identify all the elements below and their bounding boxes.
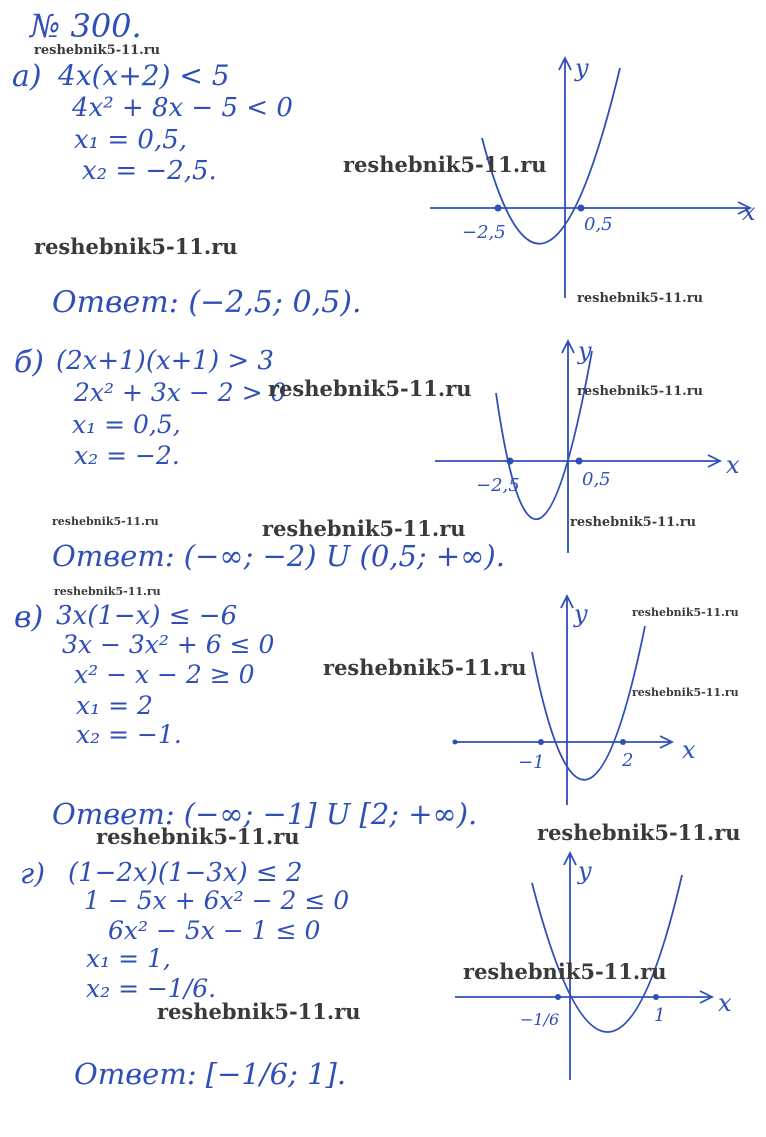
part-c-line-4: x₁ = 2 (76, 691, 153, 720)
graph-b-x-label: x (726, 451, 740, 479)
graph-b-root-left (507, 458, 514, 465)
watermark: reshebnik5-11.ru (577, 291, 704, 306)
part-a-label: а) (12, 59, 42, 94)
graph-d-x-label: x (718, 989, 732, 1017)
graph-a-root-right-label: 0,5 (584, 214, 613, 235)
watermark: reshebnik5-11.ru (54, 585, 161, 598)
part-a-answer: Ответ: (−2,5; 0,5). (52, 285, 362, 320)
graph-d-root-left-label: −1/6 (520, 1010, 560, 1029)
graph-a-root-left (495, 205, 502, 212)
watermark: reshebnik5-11.ru (34, 43, 161, 58)
graph-c-root-left (538, 739, 544, 745)
graph-c-root-right (620, 739, 626, 745)
part-a-line-1: 4x(x+2) < 5 (58, 59, 230, 92)
graph-b-root-right (576, 458, 583, 465)
graph-a-x-label: x (742, 198, 756, 226)
part-d-line-2: 1 − 5x + 6x² − 2 ≤ 0 (84, 886, 350, 915)
part-a-line-3: x₁ = 0,5, (74, 125, 188, 155)
watermark: reshebnik5-11.ru (96, 824, 300, 849)
part-b-answer: Ответ: (−∞; −2) U (0,5; +∞). (52, 539, 505, 573)
part-c-line-5: x₂ = −1. (76, 720, 182, 749)
graph-d-root-right (653, 994, 659, 1000)
graph-b-y-label: y (578, 337, 592, 365)
part-b-line-1: (2x+1)(x+1) > 3 (56, 346, 274, 376)
part-d-line-5: x₂ = −1/6. (86, 974, 217, 1003)
graph-c-x-label: x (682, 736, 696, 764)
part-d-answer: Ответ: [−1/6; 1]. (74, 1057, 347, 1091)
watermark: reshebnik5-11.ru (537, 820, 741, 845)
graph-c-y-label: y (574, 600, 588, 628)
part-a-line-2: 4x² + 8x − 5 < 0 (72, 93, 293, 123)
part-b-label: б) (14, 345, 45, 380)
graph-c-origin-point (453, 740, 458, 745)
watermark: reshebnik5-11.ru (268, 376, 472, 401)
watermark: reshebnik5-11.ru (323, 655, 527, 680)
graph-a-root-right (578, 205, 585, 212)
watermark: reshebnik5-11.ru (463, 959, 667, 984)
watermark: reshebnik5-11.ru (52, 515, 159, 528)
part-c-line-3: x² − x − 2 ≥ 0 (74, 660, 255, 689)
graph-b-root-left-label: −2,5 (476, 475, 520, 496)
watermark: reshebnik5-11.ru (632, 686, 739, 699)
graph-a-root-left-label: −2,5 (462, 222, 506, 243)
part-d-line-1: (1−2x)(1−3x) ≤ 2 (68, 858, 303, 888)
watermark: reshebnik5-11.ru (632, 606, 739, 619)
part-c-answer: Ответ: (−∞; −1] U [2; +∞). (52, 797, 478, 831)
graph-a (420, 50, 766, 320)
graph-d-root-left (555, 994, 561, 1000)
graph-a-y-label: y (575, 54, 589, 82)
watermark: reshebnik5-11.ru (34, 234, 238, 259)
graph-d-y-label: y (578, 857, 592, 885)
graph-c (450, 590, 766, 810)
watermark: reshebnik5-11.ru (343, 152, 547, 177)
part-c-label: в) (14, 600, 44, 635)
part-d-line-3: 6x² − 5x − 1 ≤ 0 (108, 916, 321, 945)
part-b-line-2: 2x² + 3x − 2 > 0 (74, 378, 287, 407)
watermark: reshebnik5-11.ru (570, 515, 697, 530)
part-c-line-2: 3x − 3x² + 6 ≤ 0 (62, 630, 275, 659)
graph-b-root-right-label: 0,5 (582, 469, 611, 490)
part-d-label: г) (20, 857, 46, 890)
watermark: reshebnik5-11.ru (577, 384, 704, 399)
part-b-line-4: x₂ = −2. (74, 441, 180, 470)
graph-c-root-right-label: 2 (622, 750, 634, 771)
part-d-line-4: x₁ = 1, (86, 944, 171, 973)
part-c-line-1: 3x(1−x) ≤ −6 (56, 601, 238, 631)
problem-number: № 300. (30, 7, 142, 45)
watermark: reshebnik5-11.ru (157, 999, 361, 1024)
part-a-line-4: x₂ = −2,5. (82, 156, 217, 186)
graph-d-root-right-label: 1 (654, 1005, 666, 1026)
graph-c-root-left-label: −1 (518, 752, 545, 773)
watermark: reshebnik5-11.ru (262, 516, 466, 541)
part-b-line-3: x₁ = 0,5, (72, 410, 181, 439)
